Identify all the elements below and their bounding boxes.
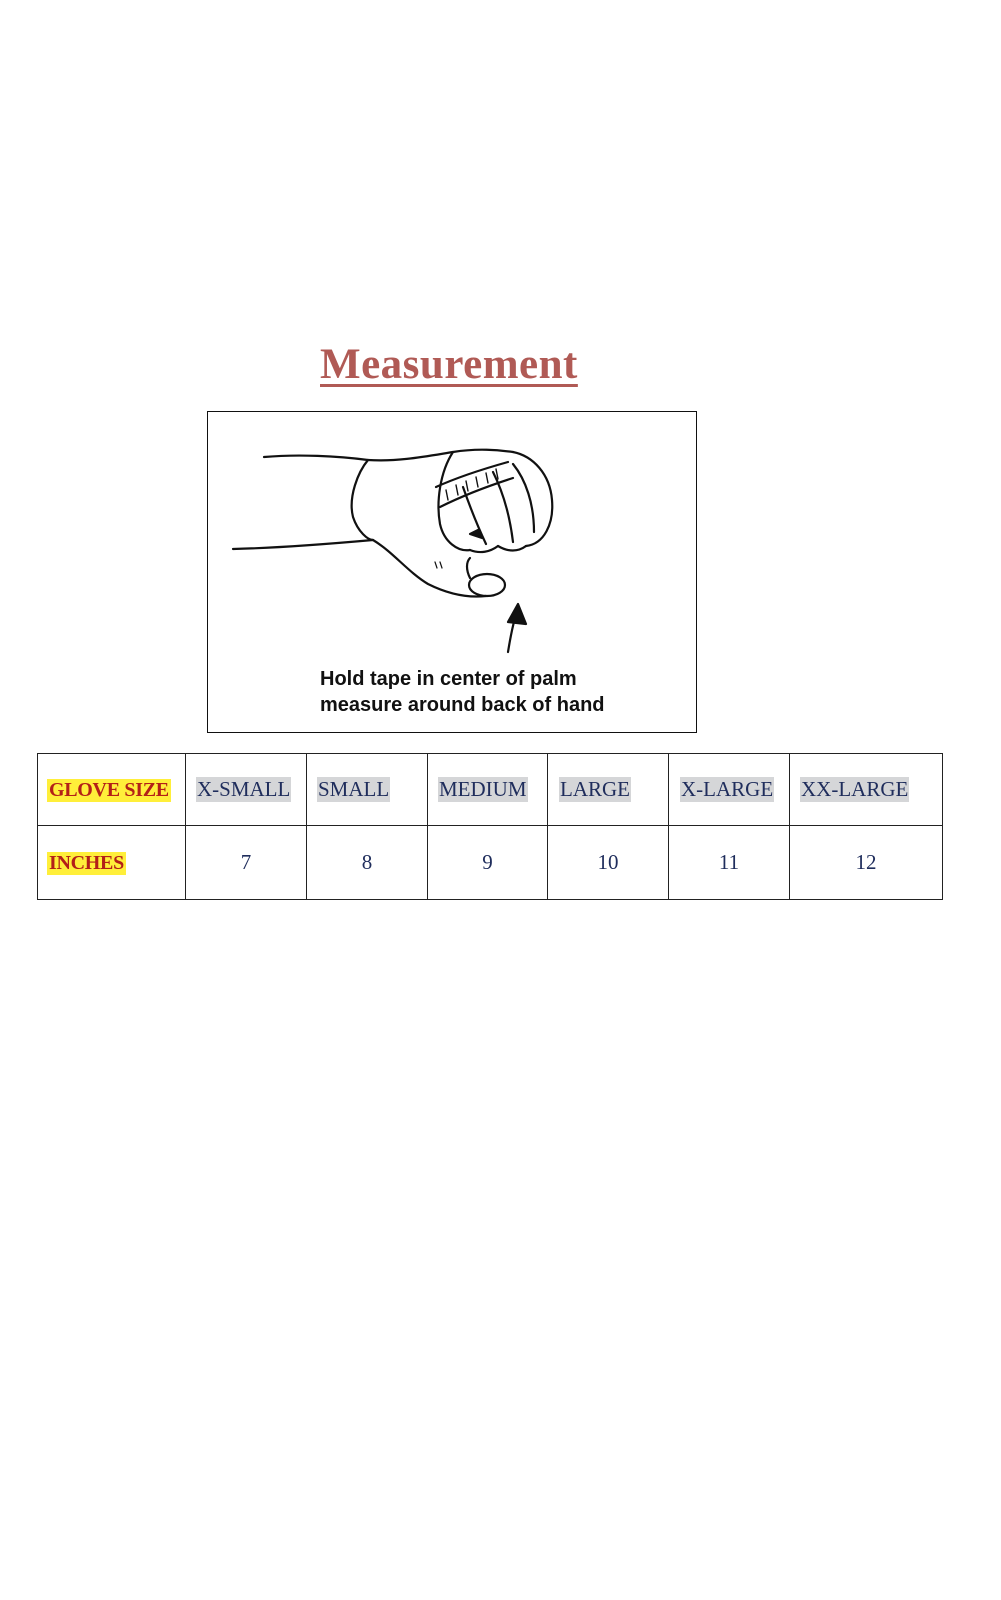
page-title: Measurement [320, 341, 578, 388]
table-cell [548, 754, 669, 826]
figure-caption [320, 666, 605, 718]
table-cell [790, 754, 943, 826]
size-label: XX-LARGE [801, 777, 909, 801]
table-cell [38, 754, 186, 826]
inches-label: INCHES [49, 852, 124, 874]
table-cell [38, 826, 186, 900]
table-cell [307, 754, 428, 826]
size-label: X-SMALL [197, 777, 291, 801]
inches-value: 11 [669, 826, 790, 900]
table-cell [669, 754, 790, 826]
hand-measurement-figure [207, 411, 697, 733]
table-cell [186, 754, 307, 826]
caption-line-1: Hold tape in center of palm [320, 668, 577, 690]
inches-value: 7 [186, 826, 307, 900]
size-label: MEDIUM [439, 777, 527, 801]
inches-value: 9 [428, 826, 548, 900]
table-cell [428, 754, 548, 826]
size-label: LARGE [560, 777, 630, 801]
glove-size-label: GLOVE SIZE [49, 779, 169, 801]
table-row [38, 754, 943, 826]
glove-size-table [37, 753, 943, 900]
inches-value: 8 [307, 826, 428, 900]
inches-value: 12 [790, 826, 943, 900]
inches-value: 10 [548, 826, 669, 900]
size-label: SMALL [318, 777, 390, 801]
size-label: X-LARGE [681, 777, 774, 801]
caption-line-2: measure around back of hand [320, 694, 605, 716]
table-row [38, 826, 943, 900]
